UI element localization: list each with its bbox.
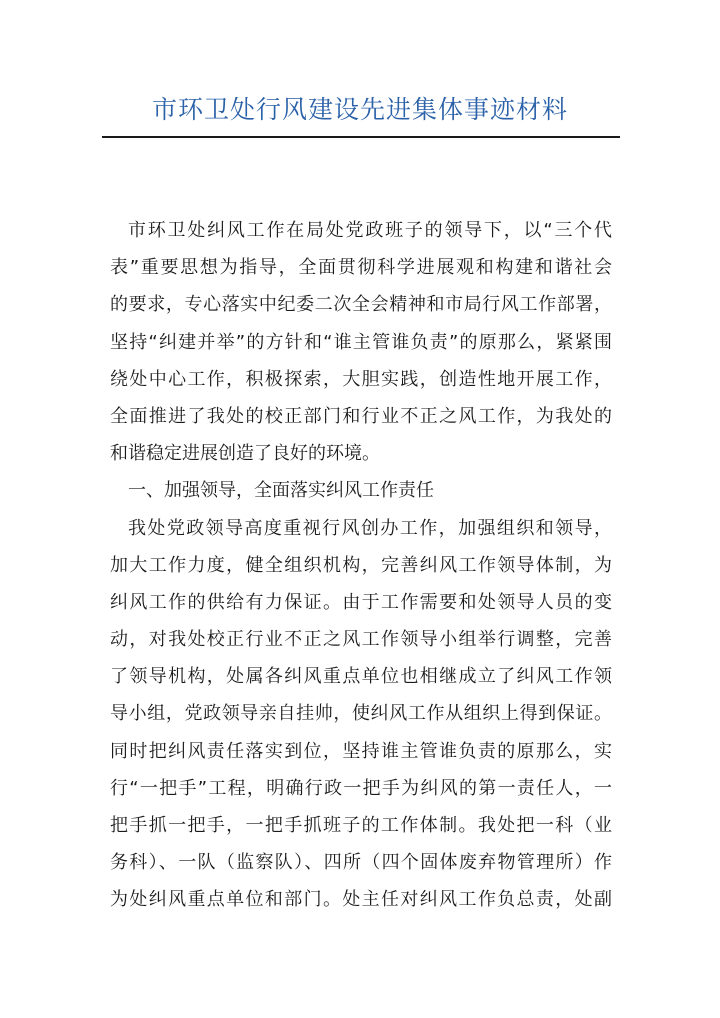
title-underline [102, 136, 620, 138]
paragraph-line: 表”重要思想为指导，全面贯彻科学进展观和构建和谐社会 [110, 257, 612, 279]
paragraph-line: 了领导机构，处属各纠风重点单位也相继成立了纠风工作领 [110, 666, 612, 688]
paragraph-line: 为处纠风重点单位和部门。处主任对纠风工作负总责，处副 [110, 889, 612, 911]
paragraph-line: 和谐稳定进展创造了良好的环境。 [110, 443, 380, 465]
paragraph-line: 动，对我处校正行业不正之风工作领导小组举行调整，完善 [110, 629, 612, 651]
paragraph-line: 市环卫处纠风工作在局处党政班子的领导下，以“三个代 [128, 220, 612, 241]
paragraph-line: 同时把纠风责任落实到位，坚持谁主管谁负责的原那么，实 [110, 740, 612, 762]
paragraph-line: 绕处中心工作，积极探索，大胆实践，创造性地开展工作， [110, 368, 612, 390]
paragraph-line: 坚持“纠建并举”的方针和“谁主管谁负责”的原那么，紧紧围 [110, 331, 612, 353]
paragraph-line: 把手抓一把手，一把手抓班子的工作体制。我处把一科（业 [110, 815, 612, 836]
section-heading: 一、加强领导，全面落实纠风工作责任 [128, 480, 434, 502]
paragraph-line: 纠风工作的供给有力保证。由于工作需要和处领导人员的变 [110, 591, 612, 613]
paragraph-line: 导小组，党政领导亲自挂帅，使纠风工作从组织上得到保证。 [110, 703, 612, 725]
paragraph-line: 行“一把手”工程，明确行政一把手为纠风的第一责任人，一 [110, 777, 612, 799]
paragraph-line: 加大工作力度，健全组织机构，完善纠风工作领导体制，为 [110, 554, 612, 576]
paragraph-line: 的要求，专心落实中纪委二次全会精神和市局行风工作部署， [110, 294, 612, 316]
document-title: 市环卫处行风建设先进集体事迹材料 [151, 95, 568, 124]
document-body [110, 212, 612, 919]
paragraph-line: 全面推进了我处的校正部门和行业不正之风工作，为我处的 [110, 405, 612, 427]
paragraph-line: 务科）、一队（监察队）、四所（四个固体废弃物管理所）作 [110, 852, 612, 874]
paragraph-line: 我处党政领导高度重视行风创办工作，加强组织和领导， [128, 517, 612, 539]
